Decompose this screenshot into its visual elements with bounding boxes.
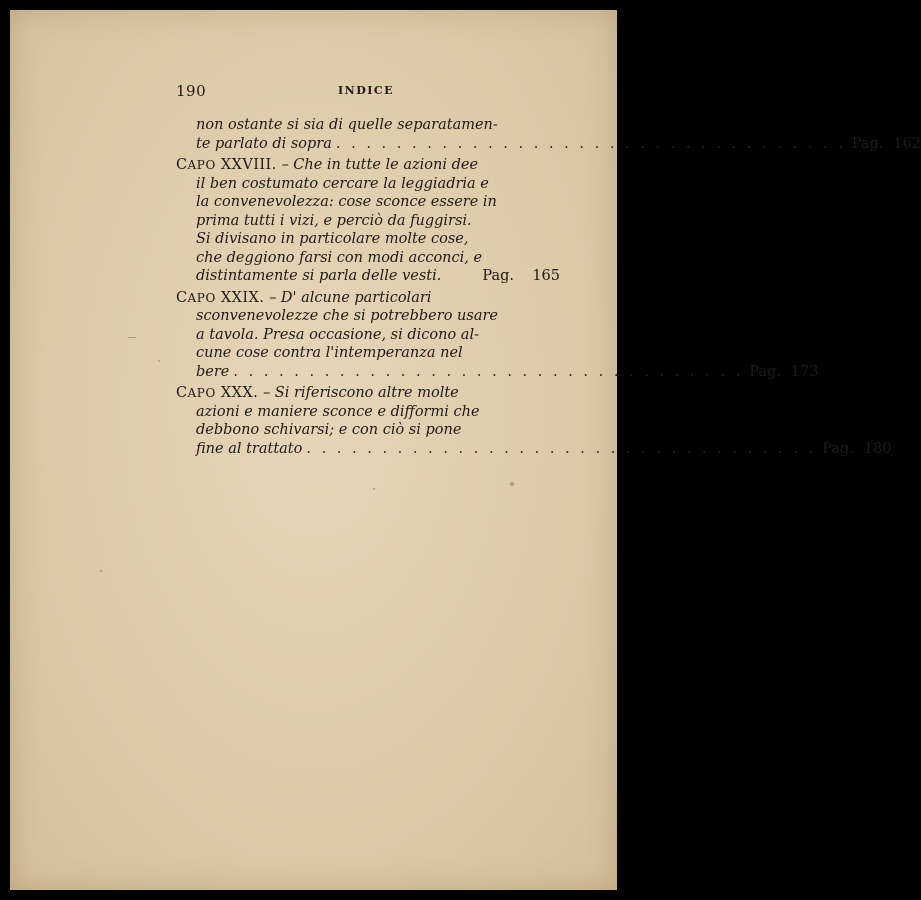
pag-label: Pag.: [822, 440, 854, 457]
entry-line: [176, 289, 560, 308]
table-of-contents: [176, 116, 921, 461]
paper-speck: [158, 360, 160, 362]
leader-dots: . . . . . . . . . . . . . . . . . . . . . . . . . . . . . . . . . .: [306, 440, 817, 457]
page-reference: 180: [863, 440, 892, 457]
entry-line-last: [176, 135, 921, 154]
entry-text: la convenevolezza: cose sconce essere in: [196, 194, 497, 210]
toc-entry-capo-xxviii: [176, 156, 560, 286]
entry-line: [176, 403, 560, 422]
pag-label: Pag.: [749, 363, 781, 380]
entry-line-last: [176, 363, 819, 382]
entry-text: Si riferiscono altre molte: [274, 385, 459, 401]
page-reference: 165: [532, 268, 560, 284]
paper-speck: [128, 337, 136, 338]
chapter-label: CAPO XXX. –: [176, 385, 271, 401]
page-reference: 173: [790, 363, 819, 380]
pag-label: Pag.: [482, 268, 514, 284]
entry-text: a tavola. Presa occasione, si dicono al-: [196, 326, 479, 343]
entry-text: cune cose contra l'intemperanza nel: [196, 345, 463, 361]
running-head: INDICE: [338, 84, 395, 97]
entry-line: [176, 307, 560, 326]
page-reference: 162: [893, 135, 921, 152]
paper-speck: [373, 488, 375, 490]
entry-line-last: [176, 267, 560, 286]
entry-text: Che in tutte le azioni dee: [293, 157, 479, 173]
entry-text: distintamente si parla delle vesti.: [196, 268, 442, 284]
paper-speck: [100, 570, 102, 572]
entry-line: [176, 326, 560, 345]
entry-text: prima tutti i vizi, e perciò da fuggirsi.: [196, 212, 472, 229]
entry-line: [176, 344, 560, 363]
leader-dots: . . . . . . . . . . . . . . . . . . . . . . . . . . . . . . . . . .: [233, 363, 744, 380]
entry-text: il ben costumato cercare la leggiadria e: [196, 175, 489, 192]
entry-line: [176, 384, 560, 403]
toc-entry-continuation: [176, 116, 921, 153]
chapter-label: CAPO XXVIII. –: [176, 157, 290, 173]
entry-text: che deggiono farsi con modi acconci, e: [196, 249, 483, 266]
entry-text: Si divisano in particolare molte cose,: [196, 231, 469, 247]
entry-text: D' alcune particolari: [280, 289, 432, 306]
entry-line: [176, 249, 560, 268]
entry-line: [176, 116, 560, 135]
entry-line: [176, 212, 560, 231]
chapter-label: CAPO XXIX. –: [176, 289, 277, 306]
entry-line: [176, 156, 560, 175]
toc-entry-capo-xxx: [176, 384, 892, 458]
entry-text: debbono schivarsi; e con ciò si pone: [196, 422, 462, 438]
entry-line: [176, 175, 560, 194]
entry-line: [176, 230, 560, 249]
entry-line-last: [176, 440, 892, 459]
paper-speck: [510, 482, 514, 486]
entry-text: azioni e maniere sconce e difformi che: [196, 403, 480, 420]
page-header: [176, 82, 560, 102]
entry-line: [176, 421, 560, 440]
entry-line: [176, 193, 560, 212]
toc-entry-capo-xxix: [176, 289, 819, 382]
leader-dots: . . . . . . . . . . . . . . . . . . . . . . . . . . . . . . . . . .: [335, 135, 846, 152]
entry-text: bere: [196, 363, 230, 380]
book-page: [10, 10, 921, 890]
entry-text: non ostante si sia di quelle separatamen-: [196, 117, 498, 133]
entry-text: sconvenevolezze che si potrebbero usare: [196, 308, 498, 324]
entry-text: te parlato di sopra: [196, 135, 332, 152]
entry-text: fine al trattato: [196, 440, 303, 457]
page-number: 190: [176, 82, 207, 100]
pag-label: Pag.: [851, 135, 884, 152]
